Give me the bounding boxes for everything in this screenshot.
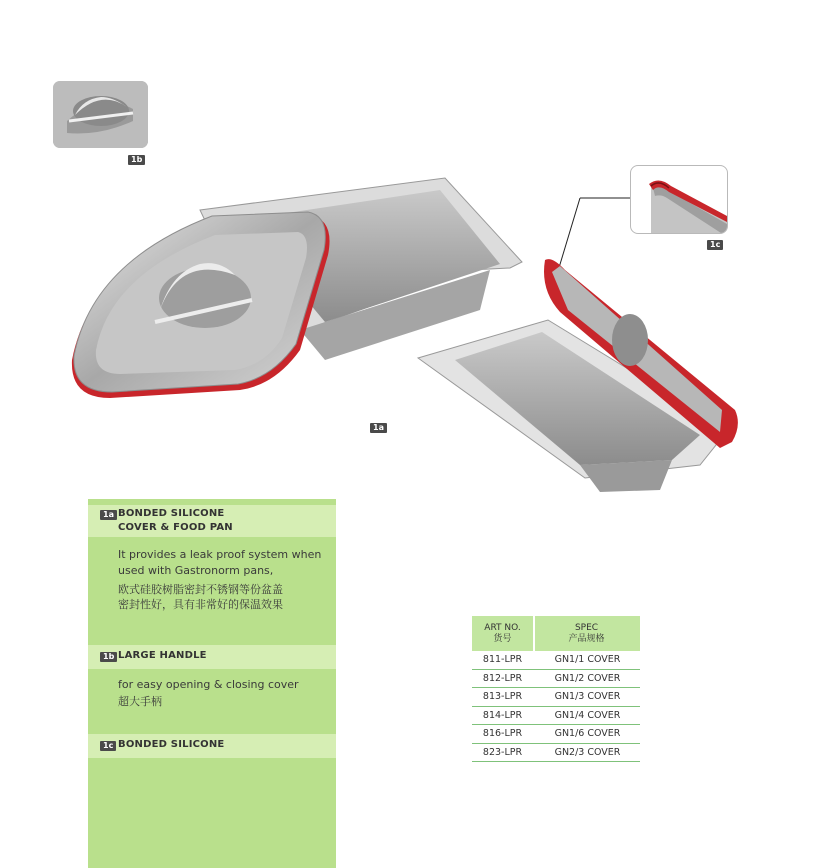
section-1a-title-line2: COVER & FOOD PAN: [118, 522, 233, 533]
table-row: [472, 651, 640, 670]
table-row: [472, 670, 640, 689]
section-1c-tag: 1c: [100, 741, 116, 751]
row-art-no: 823-LPR: [482, 746, 523, 758]
product-illustration: [60, 160, 760, 500]
row-art-no: 813-LPR: [482, 691, 523, 702]
row-spec: GN1/3 COVER: [554, 691, 621, 702]
large-silicone-cover: [72, 212, 330, 398]
table-row: [472, 725, 640, 744]
spec-table: [472, 616, 640, 762]
row-spec: GN1/6 COVER: [554, 728, 621, 739]
section-1b-title: LARGE HANDLE: [118, 650, 207, 661]
section-1a-desc-3: 欧式硅胶树脂密封不锈钢等份盆盖: [118, 583, 283, 596]
section-1c-header: [88, 734, 336, 758]
row-spec: GN1/1 COVER: [554, 654, 621, 665]
section-1a-header: [88, 505, 336, 537]
feature-panel: [88, 499, 336, 868]
table-row: [472, 744, 640, 763]
section-1b-header: [88, 645, 336, 669]
header-art-no-label: ART NO.: [484, 623, 521, 633]
row-art-no: 814-LPR: [482, 709, 523, 721]
table-header: [472, 616, 640, 651]
row-spec: GN1/2 COVER: [554, 672, 621, 684]
row-spec: GN1/4 COVER: [554, 709, 621, 721]
section-1b-desc-1: for easy opening & closing cover: [118, 678, 299, 691]
row-art-no: 812-LPR: [482, 672, 523, 684]
handle-detail-image: [53, 81, 148, 148]
section-1b-desc-2: 超大手柄: [118, 695, 162, 708]
image-label-1b: 1b: [128, 155, 145, 165]
section-1a-desc-4: 密封性好，具有非常好的保温效果: [118, 598, 283, 611]
section-1a-title-line1: BONDED SILICONE: [118, 508, 225, 519]
header-spec-label: SPEC: [574, 623, 599, 633]
section-1a-tag: 1a: [100, 510, 117, 520]
header-spec: [533, 623, 640, 645]
image-label-1c: 1c: [707, 240, 723, 250]
header-art-no: [472, 623, 533, 645]
handle-illustration: [53, 81, 148, 148]
header-spec-cn-label: 产品规格: [568, 634, 605, 644]
section-1c-title: BONDED SILICONE: [118, 739, 225, 750]
row-art-no: 816-LPR: [482, 728, 523, 739]
row-spec: GN2/3 COVER: [554, 746, 621, 758]
table-row: [472, 707, 640, 726]
section-1a-desc-1: It provides a leak proof system when: [118, 548, 322, 561]
table-row: [472, 688, 640, 707]
section-1a-desc-2: used with Gastronorm pans,: [118, 564, 274, 577]
image-label-1a: 1a: [370, 423, 387, 433]
section-1b-tag: 1b: [100, 652, 117, 662]
header-art-no-cn-label: 货号: [493, 634, 512, 644]
row-art-no: 811-LPR: [482, 654, 523, 665]
